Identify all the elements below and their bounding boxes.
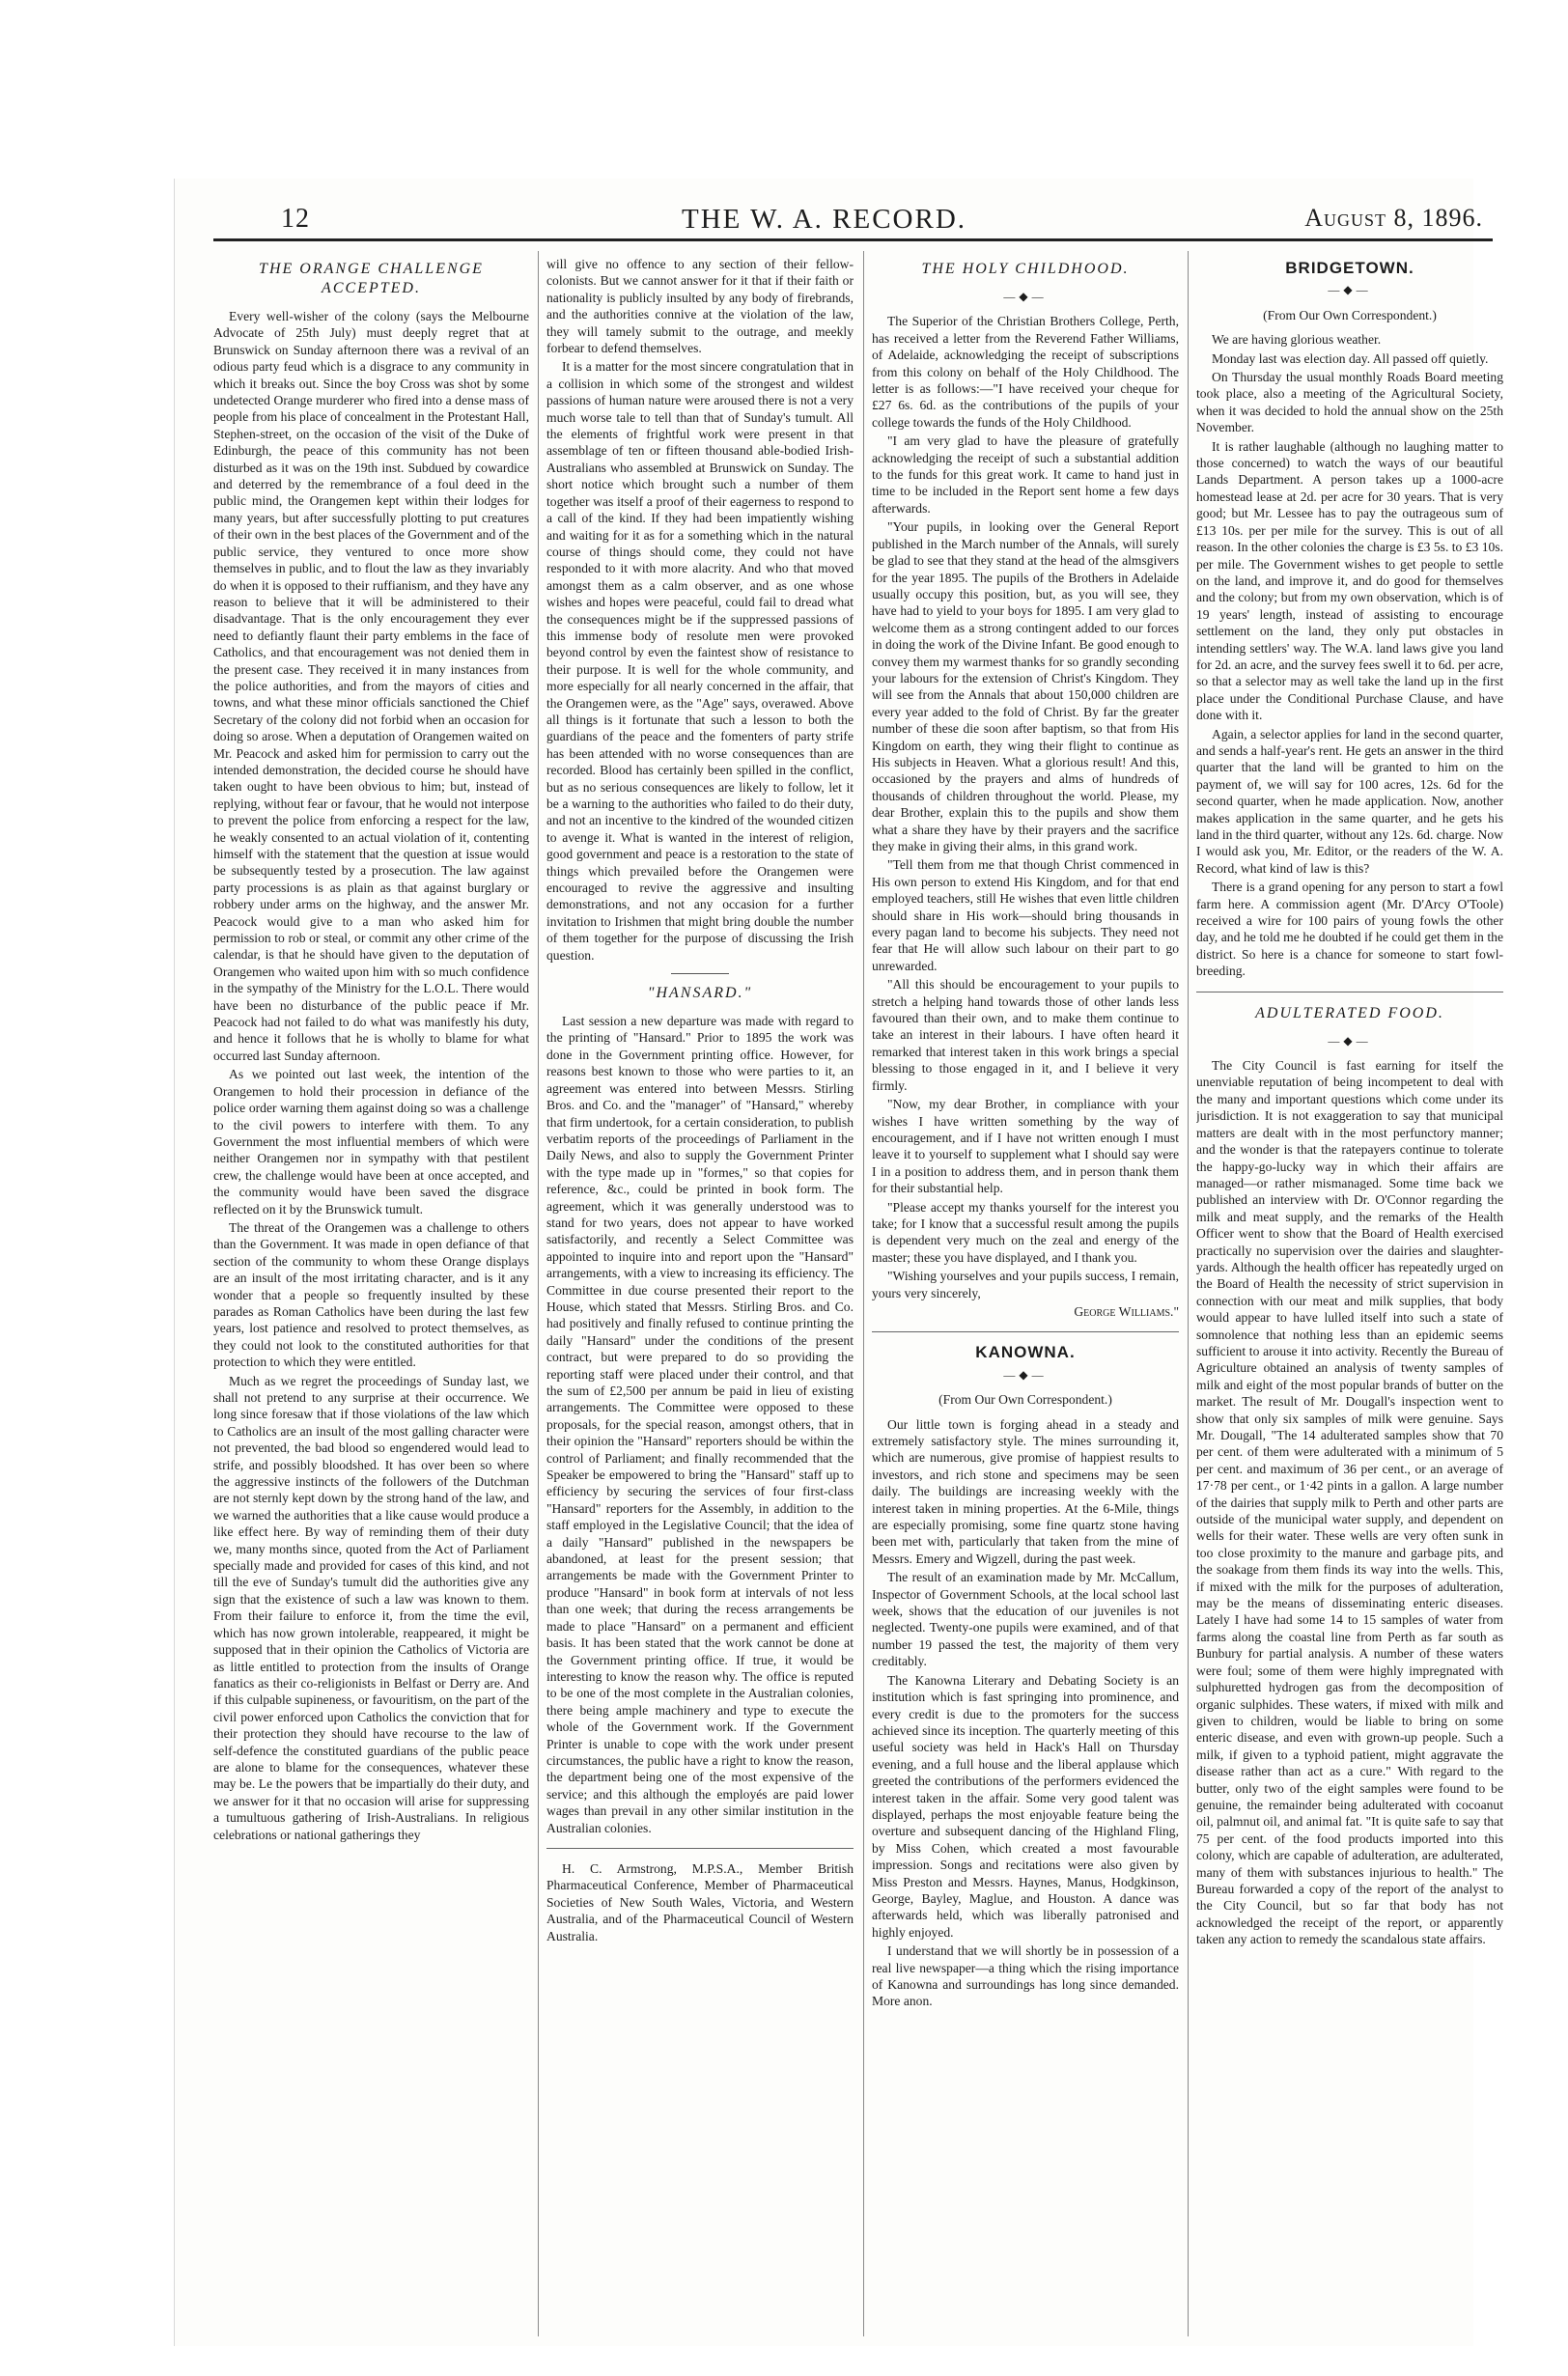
ornament-divider: —◆— [1003,1367,1048,1382]
article-paragraph: "I am very glad to have the pleasure of gratefully acknowledging the receipt of such a substantial addition to the funds for this great work. It came to hand just in time to be included in the Report sent home a few days afterwards. [872,433,1179,516]
article-paragraph: On Thursday the usual monthly Roads Board meeting took place, also a meeting of the Agricultural Society, when it was decided to hold the annual show on the 25th November. [1196,370,1503,435]
column-1 [213,256,529,2332]
ornament-divider: —◆— [1328,1033,1372,1048]
masthead [175,198,1483,237]
masthead-rule [213,238,1493,241]
article-heading-orange-challenge: THE ORANGE CHALLENGE ACCEPTED. [259,261,484,296]
article-paragraph: "Wishing yourselves and your pupils success, I remain, yours very sincerely, [872,1269,1179,1300]
article-paragraph: "Tell them from me that though Christ commenced in His own person to extend His Kingdom, and for that end employed teachers, still He wishes that even little children should share in His work—should bring thousands in every pagan land to become his subjects. They need not fear that He will allow such labour on their part to go unrewarded. [872,857,1179,973]
section-rule [671,973,729,974]
issue-date: August 8, 1896. [1304,204,1483,232]
column-4 [1196,256,1503,2332]
article-paragraph: "Now, my dear Brother, in compliance with your wishes I have written something by the way of encouragement, and if I have not written enough I must leave it to yourself to supplement what I should say were I in a position to address them, and in person thank them for their substantial help. [872,1097,1179,1196]
ornament-divider: —◆— [1328,283,1372,297]
page-number: 12 [281,204,310,234]
article-paragraph: Again, a selector applies for land in the second quarter, and sends a half-year's rent. He gets an answer in the third quarter that the land will be granted to him on the payment of, we will say for 100 acres, 12s. 6d for the second quarter, when he made application. Now, another makes application in the same quarter, and he gets his land in the third quarter, without any 12s. 6d. charge. Now I would ask you, Mr. Editor, or the readers of the W. A. Record, what kind of law is this? [1196,726,1503,876]
article-paragraph: will give no offence to any section of their fellow-colonists. But we cannot answer for it that if their faith or nationality is publicly insulted by any body of firebrands, and the authorities connive at the violation of the law, they will tamely submit to the outrage, and meekly forbear to defend themselves. [546,257,854,356]
article-paragraph: The Superior of the Christian Brothers College, Perth, has received a letter from the Reverend Father Williams, of Adelaide, acknowledging the receipt of subscriptions from this colony on behalf of the Holy Childhood. The letter is as follows:—"I have received your cheque for £27 6s. 6d. as the contributions of the pupils of your college towards the funds of the Holy Childhood. [872,314,1179,430]
article-heading-holy-childhood: THE HOLY CHILDHOOD. [921,261,1130,277]
article-heading-adulterated-food: ADULTERATED FOOD. [1255,1004,1444,1021]
notice-armstrong: H. C. Armstrong, M.P.S.A., Member British Pharmaceutical Conference, Member of Pharmaceutical Societies of New South Wales, Victoria, and Western Australia, and of the Pharmaceutical Council of Western Australia. [546,1860,854,1943]
section-rule [546,1848,854,1849]
column-divider [1188,251,1189,2336]
column-2 [546,256,854,2332]
article-heading-bridgetown: BRIDGETOWN. [1285,259,1414,277]
article-paragraph: Much as we regret the proceedings of Sunday last, we shall not pretend to any surprise at their occurrence. We long since foresaw that if those violations of the law which to Catholics are an insult of the most galling character were not prevented, the bad blood so engendered would lead to strife, and possibly bloodshed. It has over been so where the aggressive instincts of the followers of the Dutchman are not sternly kept down by the strong hand of the law, and we warned the authorities that a like cause would produce a like effect here. By way of reminding them of their duty we, many months since, quoted from the Act of Parliament specially made and provided for cases of this kind, and not till the eve of Sunday's tumult did the authorities give any sign that the existence of such a law was known to them. From their failure to enforce it, from the time the evil, which has now grown intolerable, reappeared, it might be supposed that in their opinion the Catholics of Victoria are as little entitled to protection from the insults of Orange fanatics as their co-religionists in Belfast or Derry are. And if this culpable supineness, or favouritism, on the part of the civil power enforced upon Catholics the conviction that for their protection they should have recourse to the law of self-defence the constituted guardians of the public peace are alone to blame for the consequences, whatever these may be. Le the powers that be impartially do their duty, and we answer for it that no occasion will arise for suppressing a tumultuous gathering of Irish-Australians. In religious celebrations or national gatherings they [213,1373,529,1842]
article-paragraph: The result of an examination made by Mr. McCallum, Inspector of Government Schools, at the local school last week, shows that the education of our juveniles is not neglected. Twenty-one pupils were examined, and of that number 19 passed the test, the majority of them very creditably. [872,1570,1179,1669]
column-divider [538,251,539,2336]
article-paragraph: "Your pupils, in looking over the General Report published in the March number of the Annals, will surely be glad to see that they stand at the head of the almsgivers for the year 1895. The pupils of the Brothers in Adelaide usually occupy this position, but, as you will see, they have had to yield to your boys for 1895. I am very glad to welcome them as a strong contingent added to our forces in doing the work of the Divine Infant. Be good enough to convey them my warmest thanks for so grandly seconding your labours for the extension of Christ's Kingdom. They will see from the Annals that about 150,000 children are every year added to the fold of Christ. By far the greater number of these die soon after baptism, so that from His Kingdom on earth, they wing their flight to continue as His subjects in Heaven. What a glorious result! And this, occasioned by the prayers and alms of hundreds of thousands of children throughout the world. Please, my dear Brother, explain this to the pupils and show them what a share they have by their prayers and the sacrifice they make in giving their alms, in this grand work. [872,519,1179,853]
article-heading-hansard: "HANSARD." [647,985,753,1002]
signature: George Williams." [1074,1303,1179,1319]
article-paragraph: There is a grand opening for any person to start a fowl farm here. A commission agent (Mr. D'Arcy O'Toole) received a wire for 100 pairs of young fowls the other day, and he told me he doubted if he could get them in the district. So here is a chance for someone to start fowl-breeding. [1196,880,1503,979]
newspaper-title: THE W. A. RECORD. [681,204,967,235]
column-divider [863,251,864,2336]
article-paragraph: Our little town is forging ahead in a steady and extremely satisfactory style. The mines surrounding it, which are numerous, give promise of happiest results to investors, and rich stone and specimens may be seen daily. The buildings are increasing weekly with the interest taken in mining properties. At the 6-Mile, things are especially promising, some fine quartz stone having been met with, particularly that taken from the mine of Messrs. Emery and Wigzell, during the past week. [872,1416,1179,1566]
article-heading-kanowna: KANOWNA. [975,1343,1076,1362]
section-rule [872,1331,1179,1332]
article-paragraph: "Please accept my thanks yourself for the interest you take; for I know that a successful result among the pupils is dependent very much on the zeal and energy of the master; these you have displayed, and I thank you. [872,1199,1179,1265]
article-paragraph: It is a matter for the most sincere congratulation that in a collision in which some of the strongest and wildest passions of human nature were aroused there is not a very much worse tale to tell than that of Sunday's tumult. All the elements of frightful work were present in that assemblage of ten or fifteen thousand able-bodied Irish-Australians who assembled at Brunswick on Sunday. The short notice which brought such a number of them together was itself a proof of their eagerness to respond to a call of the kind. If they had been impatiently wishing and waiting for it as for a something which in the natural course of things should come, they could not have responded to it with more alacrity. And who that moved amongst them as a calm observer, and as one whose wishes and hopes were peaceful, could fail to dread what the consequences might be if the suppressed passions of this immense body of resolute men were provoked beyond control by even the faintest show of resistance to their purpose. It is well for the whole community, and more especially for all nearly concerned in the affair, that the Orangemen were, as the "Age" says, overawed. Above all things is it fortunate that such a lesson to both the guardians of the peace and the fomenters of party strife has been attended with no worse consequences than are recorded. Blood has certainly been spilled in the conflict, but as no serious consequences are likely to follow, let it be a warning to the authorities who failed to do their duty, and not an incentive to the kindred of the wounded citizen to avenge it. What is wanted in the interest of religion, good government and peace is a restoration to the state of things which prevailed before the Orangemen were encouraged to revive the aggressive and insulting demonstrations, and not any occasion for a further invitation to Irishmen that might bring double the number of them together for the purpose of discussing the Irish question. [546,359,854,963]
article-paragraph: The threat of the Orangemen was a challenge to others than the Government. It was made in open defiance of that section of the community to whom these Orange displays are an insult of the most irritating character, and is it any wonder that a people so frequently insulted by these parades as Roman Catholics have been during the last few years, lost patience and resolved to protect themselves, as they could not look to the constituted authorities for that protection to which they were entitled. [213,1219,529,1370]
article-paragraph: As we pointed out last week, the intention of the Orangemen to hold their procession in defiance of the police order warning them against doing so was a challenge to the civil powers to interfere with them. To any Government the most influential members of which were neither Orangemen nor in sympathy with that pestilent crew, the challenge would have been at once accepted, and the community would have been saved the disgrace reflected on it by the Brunswick tumult. [213,1067,529,1216]
article-paragraph: We are having glorious weather. [1212,332,1382,348]
article-paragraph: The Kanowna Literary and Debating Society is an institution which is fast springing into prominence, and every credit is due to the promoters for the success achieved since its inception. The quarterly meeting of this useful society was held in Hack's Hall on Thursday evening, and a full house and the liberal applause which greeted the contributions of the performers evidenced the interest taken in the affair. Some very good talent was displayed, perhaps the most enjoyable feature being the overture and subsequent dancing of the Highland Fling, by Miss Cohen, which created a most favourable impression. Songs and recitations were also given by Miss Preston and Messrs. Haynes, Manus, Hodgkinson, George, Bayley, Maglue, and Houston. A dance was afterwards held, which was liberally patronised and highly enjoyed. [872,1672,1179,1940]
ornament-divider: —◆— [1003,290,1048,303]
newspaper-page [174,179,1503,2346]
column-3 [872,256,1179,2332]
article-paragraph: It is rather laughable (although no laughing matter to those concerned) to watch the ways of our beautiful Lands Department. A person takes up a 1000-acre homestead lease at 2d. per acre for 30 years. That is very good; but Mr. Lessee has to pay the outrageous sum of £13 10s. per per mile for the survey. This is out of all reason. In the other colonies the charge is £3 5s. to £3 10s. per mile. The Government wishes to get people to settle on the land, and improve it, and do good for themselves and the colony; but from my own observation, which is of 19 years' length, instead of assisting to encourage settlement on the land, they only put obstacles in intending settlers' way. The W.A. land laws give you land for 2d. an acre, and the survey fees swell it to 6d. per acre, so that a selector may as well take the land up in the first place under the Conditional Purchase Clause, and have done with it. [1196,438,1503,723]
article-paragraph: Monday last was election day. All passed off quietly. [1212,350,1489,366]
byline: (From Our Own Correspondent.) [1263,307,1437,322]
article-paragraph: Every well-wisher of the colony (says the Melbourne Advocate of 25th July) must deeply regret that at Brunswick on Sunday afternoon there was a revival of an odious party feud which is a disgrace to any community in which it breaks out. Since the boy Cross was shot by some undetected Orange murderer who fired into a dense mass of people from his place of concealment in the Protestant Hall, Stephen-street, on the occasion of the visit of the Duke of Edinburgh, the peace of this community has not been disturbed as it was on the 19th inst. Subdued by cowardice and deterred by the remembrance of a foul deed in the public mind, the Orangemen kept within their lodges for many years, but after successfully plotting to put creatures of their own in the best places of the Government and of the public service, they ventured to once more show themselves in public, and to flout the law as they invariably do when it is opposed to their ruffianism, and they have any reason to believe that it will be administered to their disadvantage. That is the only encouragement they ever need to defiantly flaunt their party emblems in the face of Catholics, and that encouragement was not denied them in the present case. They received it in many instances from the police authorities, and from the mayors of cities and towns, and what these minor officials sanctioned the Chief Secretary of the colony did not forbid when an occasion for doing so arose. When a deputation of Orangemen waited on Mr. Peacock and asked him for permission to carry out the intended demonstration, the decided course he should have taken ought to have been obvious to him; but, instead of replying, without fear or favour, that he would not interpose to prevent the police from enforcing a respect for the law, he weakly consented to an actual violation of it, contenting himself with the statement that the question at issue would be subsequently tested by a prosecution. The law against party processions is as plain as that against burglary or robbery under arms on the highway, and the answer Mr. Peacock would give to a man who asked him for permission to rob or steal, or commit any other crime of the calendar, is that he should have given to the deputation of Orangemen who waited upon him with so much confidence in the sympathy of the Ministry for the L.O.L. There would have been no disturbance of the public peace if Mr. Peacock had not failed to do what was manifestly his duty, and hence it follows that he is wholly to blame for what occurred last Sunday afternoon. [213,309,529,1063]
article-paragraph: "All this should be encouragement to your pupils to stretch a helping hand towards those of other lands less favoured than their own, and to make them continue to take an interest in their labours. I have often heard it remarked that interest taken in this work brings a special blessing to those engaged in it, and I believe it very firmly. [872,977,1179,1093]
byline: (From Our Own Correspondent.) [938,1392,1112,1408]
article-paragraph: I understand that we will shortly be in possession of a real live newspaper—a thing which the rising importance of Kanowna and surroundings has long since demanded. More anon. [872,1943,1179,2009]
article-paragraph: Last session a new departure was made with regard to the printing of "Hansard." Prior to 1895 the work was done in the Government printing office. However, for reasons best known to those who were parties to it, an agreement was entered into between Messrs. Stirling Bros. and Co. and the "manager" of "Hansard," whereby that firm undertook, for a certain consideration, to publish verbatim reports of the proceedings of Parliament in the Daily News, and also to supply the Government Printer with the type made up in "formes," so that copies for reference, &c., could be printed in book form. The agreement, which it was generally understood was to stand for two years, does not appear to have worked satisfactorily, and recently a Select Committee was appointed to inquire into and report upon the "Hansard" arrangements, with a view to increasing its efficiency. The Committee in due course presented their report to the House, which stated that Messrs. Stirling Bros. and Co. had positively and finally refused to continue printing the daily "Hansard" under the conditions of the present contract, but were prepared to do so providing the reporting staff were placed under their control, and that the sum of £2,500 per annum be paid in lieu of existing arrangements. The Committee were opposed to these proposals, for the special reason, amongst others, that in their opinion the "Hansard" reporters should be within the control of Parliament; and finally recommended that the Speaker be empowered to bring the "Hansard" staff up to efficiency by securing the services of four first-class "Hansard" reporters for the Assembly, in addition to the staff employed in the Legislative Council; that the idea of a daily "Hansard" published in the newspapers be abandoned, at least for the present session; that arrangements be made with the Government Printer to produce "Hansard" in book form at intervals of not less than one week; that during the recess arrangements be made to place "Hansard" on a permanent and efficient basis. It has been stated that the work cannot be done at the Government printing office. If true, it would be interesting to know the reason why. The office is reputed to be one of the most complete in the Australian colonies, there being ample machinery and type to execute the whole of the Government work. If the Government Printer is unable to cope with the work under present circumstances, the public have a right to know the reason, the department being one of the most expensive of the service; and this although the employés are paid lower wages than prevail in any other similar institution in the Australian colonies. [546,1014,854,1835]
article-paragraph: The City Council is fast earning for itself the unenviable reputation of being incompetent to deal with the many and important questions which come under its jurisdiction. It is not exaggeration to say that municipal matters are dealt with in the most perfunctory manner; and the wonder is that the ratepayers continue to tolerate the happy-go-lucky way in which their affairs are managed—or rather mismanaged. Some time back we published an interview with Dr. O'Connor regarding the milk and meat supply, and the remarks of the Health Officer went to show that the Board of Health exercised practically no supervision over the dairies and slaughter-yards. Although the health officer has repeatedly urged on the Board of Health the necessity of strict supervision in connection with our meat and milk supplies, that body would appear to have lulled itself into such a state of somnolence that nothing less than an epidemic seems sufficient to arouse it into activity. Recently the Bureau of Agriculture obtained an analysis of twenty samples of milk and eight of the most popular brands of butter on the market. The result of Mr. Dougall's inspection went to show that only six samples of milk were genuine. Says Mr. Dougall, "The 14 adulterated samples show that 70 per cent. of them were adulterated with a minimum of 5 per cent. and maximum of 36 per cent., or an average of 17·78 per cent., or 1·42 pints in a gallon. A large number of the dairies that supply milk to Perth and other parts are outside of the municipal water supply, and dependent on wells for their water. These wells are very often sunk in too close proximity to the manure and garbage pits, and the soakage from them finds its way into the wells. This, if mixed with the milk for the purposes of adulteration, may be the means of disseminating enteric diseases. Lately I have had some 14 to 15 samples of water from farms along the coastal line from Perth as far south as Bunbury for partial analysis. A number of these waters were foul; some of them were highly impregnated with sulphuretted hydrogen gas from the decomposition of organic sulphides. These waters, if mixed with milk and given to children, would be liable to bring on some enteric disease, and even with grown-up people. Such a milk, if given to a typhoid patient, might aggravate the disease rather than act as a cure." With regard to the butter, only two of the eight samples were found to be genuine, the remainder being adulterated with cocoanut oil, palmnut oil, and animal fat. "It is quite safe to say that 75 per cent. of the food products imported into this colony, which are capable of adulteration, are adulterated, many of them with substances injurious to health." The Bureau forwarded a copy of the report of the analyst to the City Council, but so far that body has not acknowledged the receipt of the report, or apparently taken any action to remedy the scandalous state affairs. [1196,1058,1503,1947]
